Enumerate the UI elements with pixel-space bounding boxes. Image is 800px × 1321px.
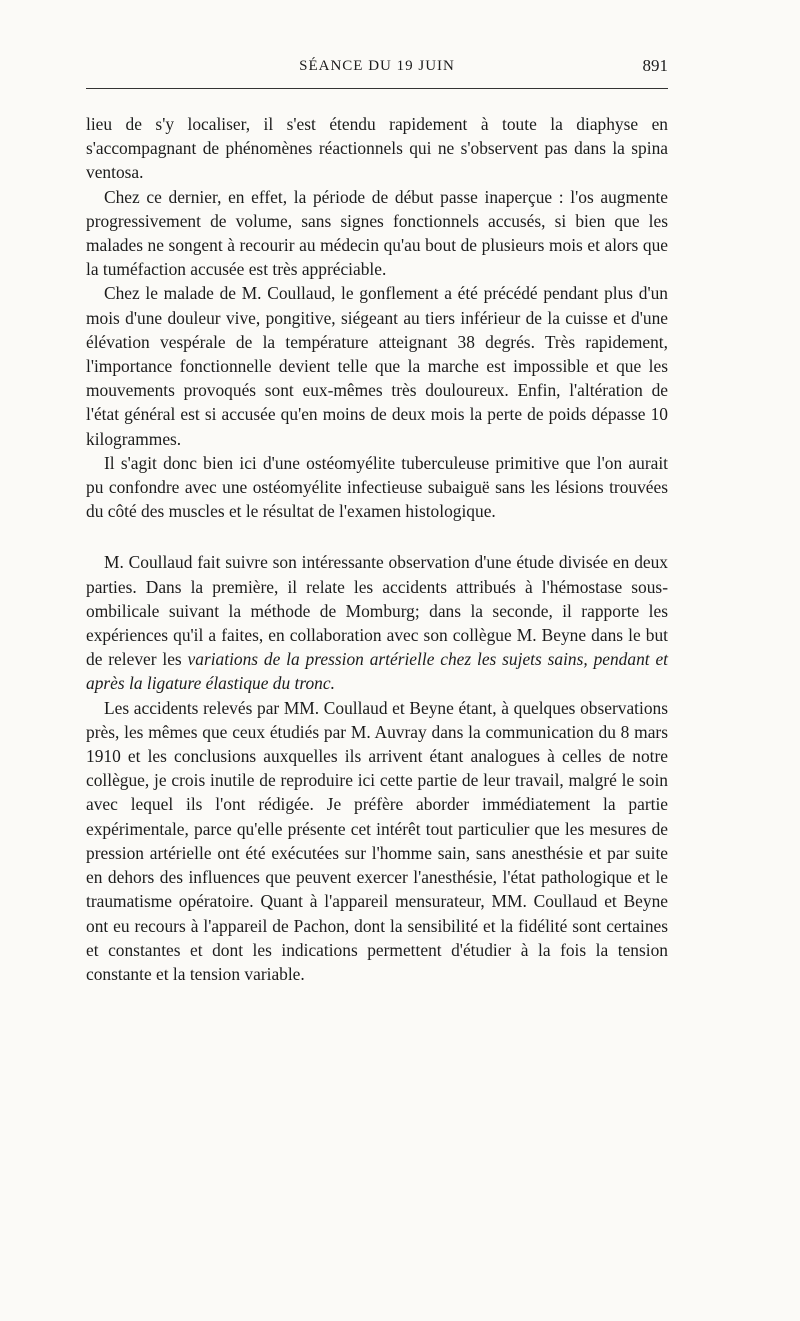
running-head xyxy=(86,58,668,89)
paragraph-continuation: lieu de s'y localiser, il s'est étendu rapidement à toute la diaphyse en s'accompagnant de phénomènes réactionnels qui ne s'observent pas dans la spina ventosa. xyxy=(86,114,668,183)
paragraph-study-parts xyxy=(86,550,668,695)
paragraph-study-parts-text: M. Coullaud fait suivre son intéressante observation d'une étude divisée en deux parties. Dans la première, il relate les accidents attribués à l'hémostase sous-ombilicale suivant la méthode de Momburg; dans la seconde, il rapporte les expériences qu'il a faites, en collaboration avec son collègue M. Beyne dans le but de relever les xyxy=(86,552,668,670)
body-text xyxy=(86,112,668,986)
paragraph-case-description: Chez le malade de M. Coullaud, le gonflement a été précédé pendant plus d'un mois d'une douleur vive, pongitive, siégeant au tiers inférieur de la cuisse et d'une élévation vespérale de la température atteignant 38 degrés. Très rapidement, l'importance fonctionnelle devient telle que la marche est impossible et que les mouvements provoqués sont eux-mêmes très douloureux. Enfin, l'altération de l'état général est si accusée qu'en moins de deux mois la perte de poids dépasse 10 kilogrammes. xyxy=(86,283,668,449)
section-gap xyxy=(86,523,668,550)
paragraph-accidents: Les accidents relevés par MM. Coullaud et Beyne étant, à quelques observations près, les mêmes que ceux étudiés par M. Auvray dans la communication du 8 mars 1910 et les conclusions auxquelles ils arrivent étant analogues à celles de notre collègue, je crois inutile de reproduire ici cette partie de leur travail, malgré le soin avec lequel ils l'ont rédigée. Je préfère aborder immédiatement la partie expérimentale, parce qu'elle présente cet intérêt tout particulier que les mesures de pression artérielle ont été exécutées sur l'homme sain, sans anesthésie et par suite en dehors des influences que peuvent exercer l'anesthésie, l'état pathologique et le traumatisme opératoire. Quant à l'appareil mensurateur, MM. Coullaud et Beyne ont eu recours à l'appareil de Pachon, dont la sensibilité et la fidélité sont certaines et constantes et dont les indications permettent d'étudier à la fois la tension constante et la tension variable. xyxy=(86,697,668,984)
running-title: SÉANCE DU 19 JUIN xyxy=(299,58,455,74)
paragraph-study-parts-italic: variations de la pression artérielle chez les sujets sains, pendant et après la ligature élastique du tronc. xyxy=(86,649,668,694)
paragraph-spina-ventosa: Chez ce dernier, en effet, la période de début passe inaperçue : l'os augmente progressivement de volume, sans signes fonctionnels accusés, si bien que les malades ne songent à recourir au médecin qu'au bout de plusieurs mois et alors que la tuméfaction accusée est très appréciable. xyxy=(86,186,668,280)
page-number: 891 xyxy=(642,56,668,75)
paragraph-diagnosis: Il s'agit donc bien ici d'une ostéomyélite tuberculeuse primitive que l'on aurait pu confondre avec une ostéomyélite infectieuse subaiguë sans les lésions trouvées du côté des muscles et le résultat de l'examen histologique. xyxy=(86,452,668,522)
